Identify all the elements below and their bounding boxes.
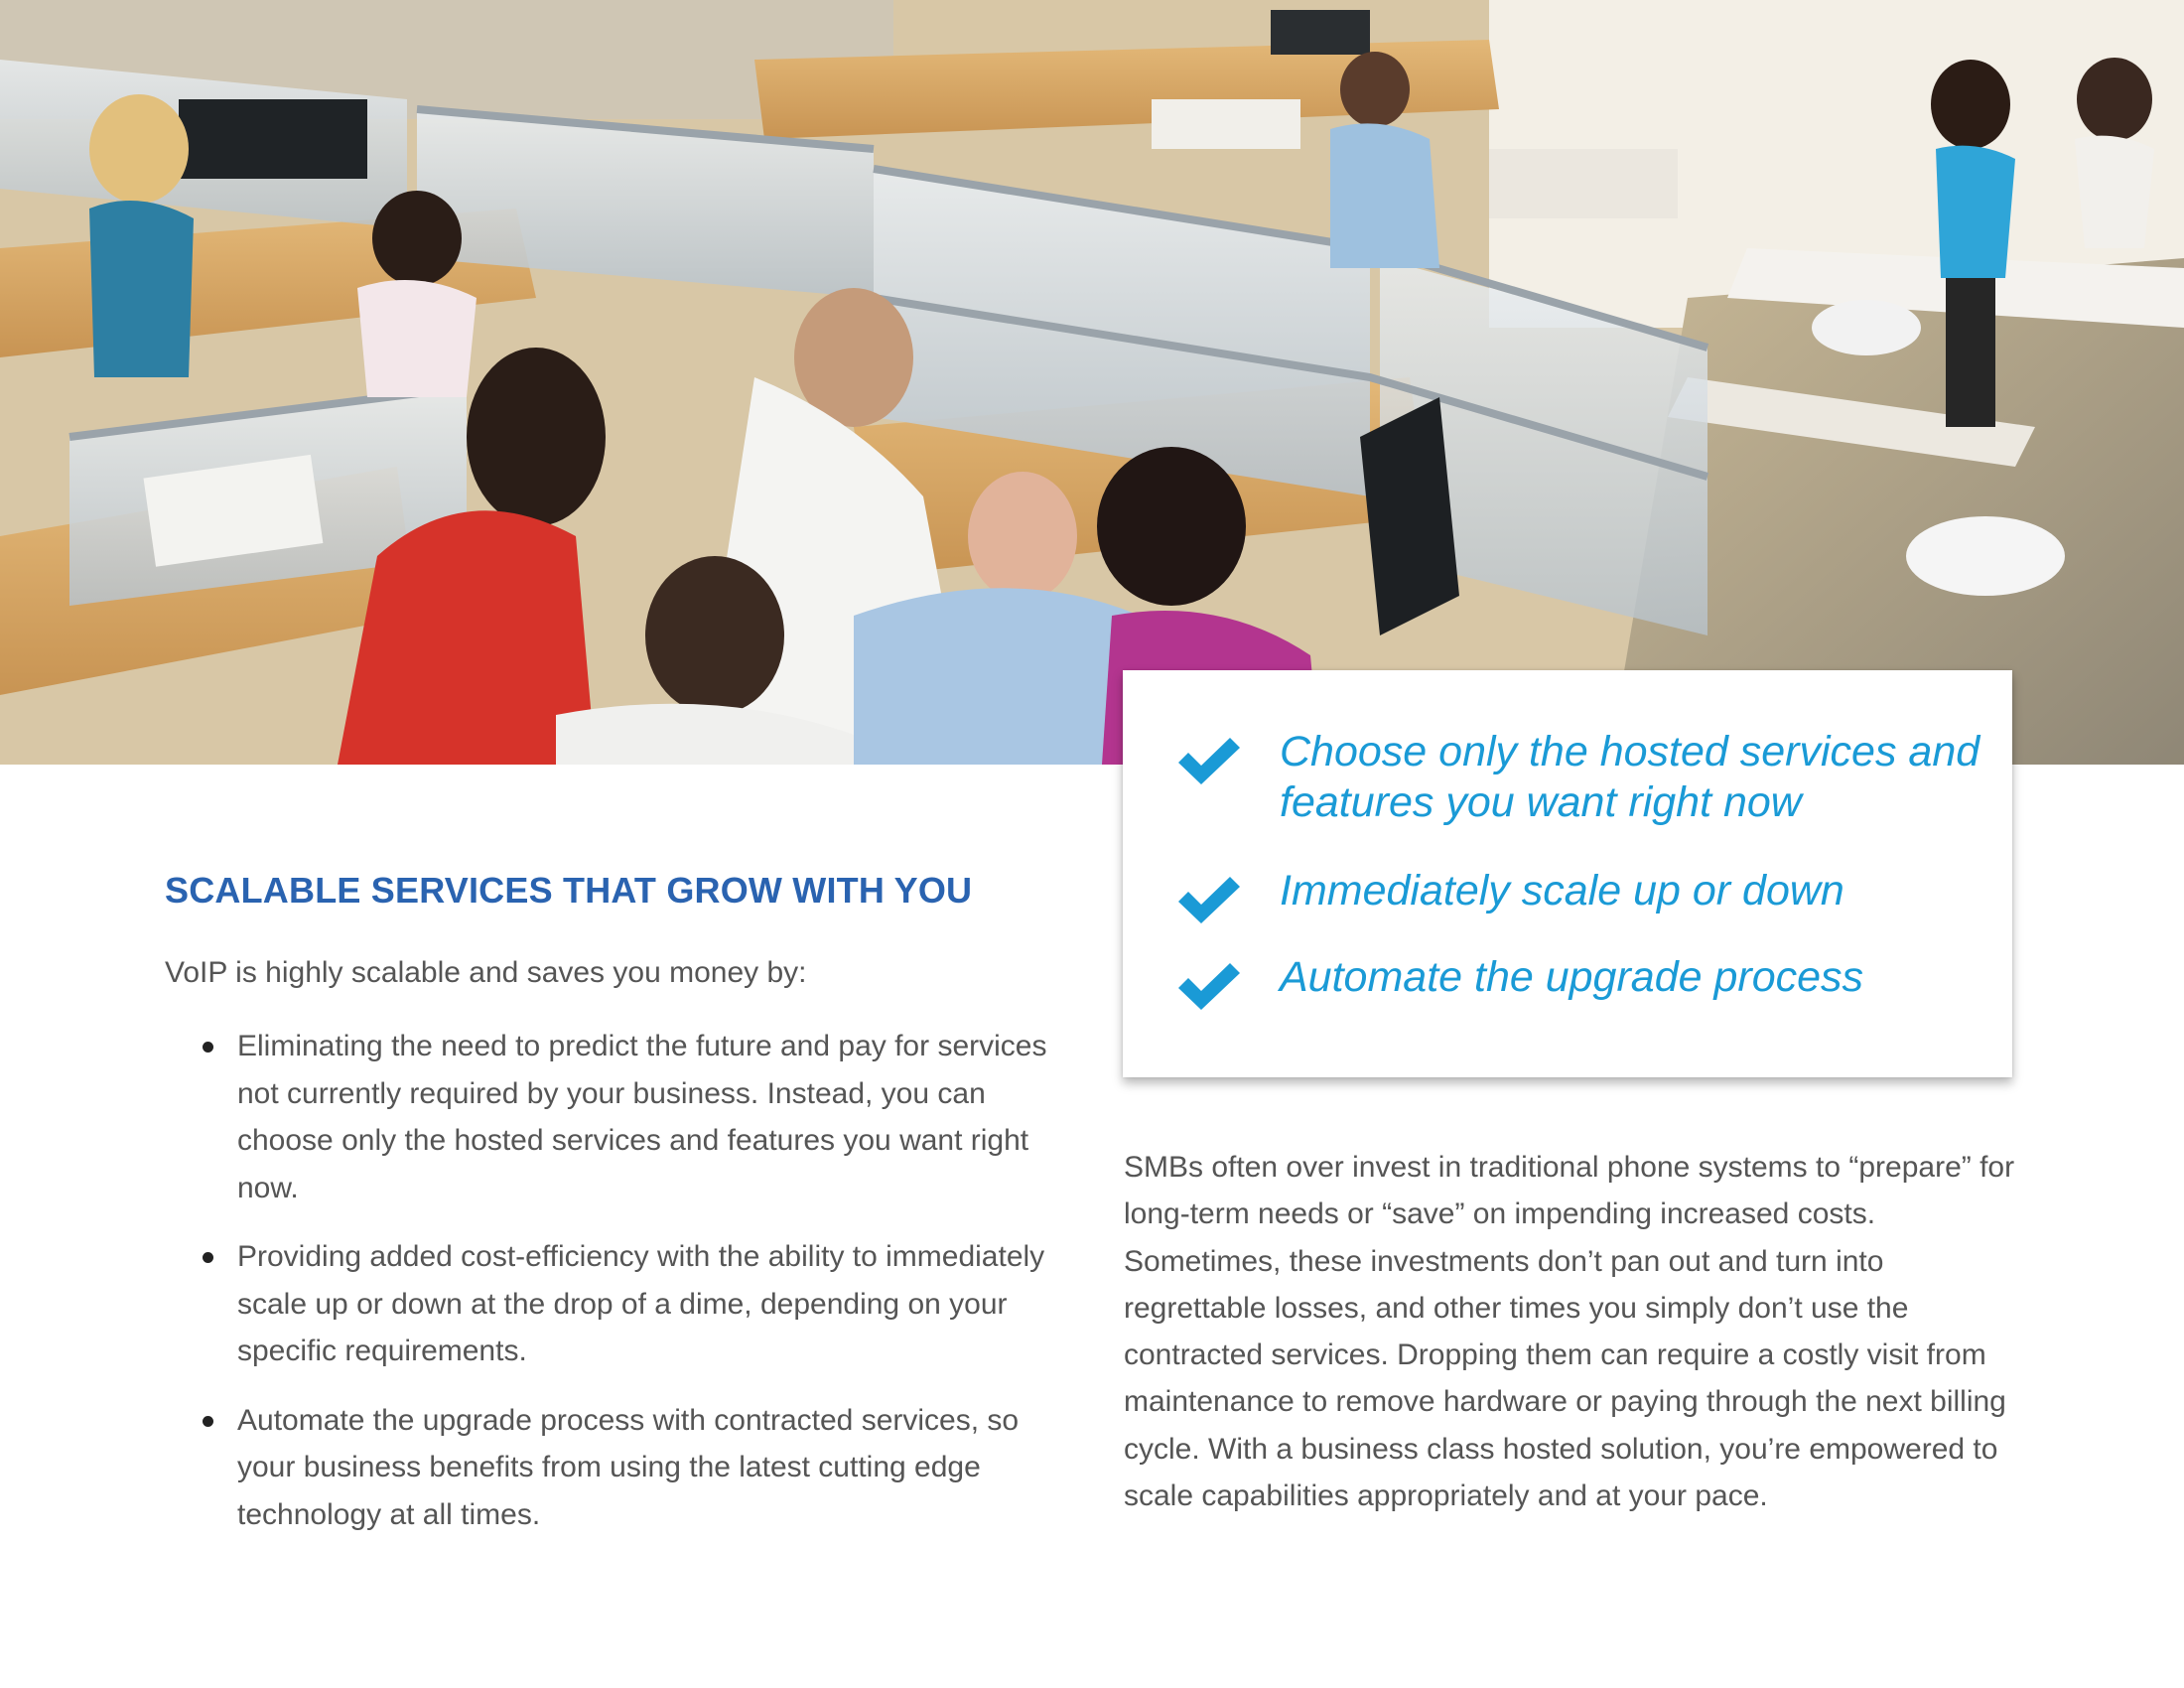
list-item-text: Providing added cost-efficiency with the ability to immediately scale up or down at the drop of a dime, depending on your specific requirements. [237,1240,1045,1367]
callout-item [1176,952,1994,1012]
callout-item-text: Automate the upgrade process [1280,953,1864,1001]
checkmark-icon [1176,735,1242,786]
features-callout-card [1123,670,2012,1077]
section-title: SCALABLE SERVICES THAT GROW WITH YOU [165,870,973,911]
checkmark-icon [1176,874,1242,925]
intro-text: VoIP is highly scalable and saves you money by: [165,956,807,989]
list-item [165,1397,1058,1539]
list-item [165,1023,1058,1211]
callout-item-text: Immediately scale up or down [1280,867,1844,914]
bullet-icon [203,1042,213,1053]
callout-item [1176,866,1994,925]
benefits-list [165,1023,1058,1560]
office-scene-illustration [0,0,2184,765]
hero-office-photo [0,0,2184,765]
callout-item [1176,727,1994,828]
bullet-icon [203,1416,213,1427]
list-item-text: Eliminating the need to predict the future and pay for services not currently required by your business. Instead, you can choose only the hosted services and features you want right now. [237,1030,1047,1204]
body-paragraph: SMBs often over invest in traditional phone systems to “prepare” for long-term needs or “save” on impending increased costs. Sometimes, these investments don’t pan out and turn into regrettable losses, and other times you simply don’t use the contracted services. Dropping them can require a costly visit from maintenance to remove hardware or paying through the next billing cycle. With a business class hosted solution, you’re empowered to scale capabilities appropriately and at your pace. [1124,1151,2015,1513]
list-item [165,1233,1058,1375]
bullet-icon [203,1252,213,1263]
callout-item-text: Choose only the hosted services and features you want right now [1280,728,1980,826]
checkmark-icon [1176,960,1242,1012]
list-item-text: Automate the upgrade process with contracted services, so your business benefits from using the latest cutting edge technology at all times. [237,1403,1020,1531]
